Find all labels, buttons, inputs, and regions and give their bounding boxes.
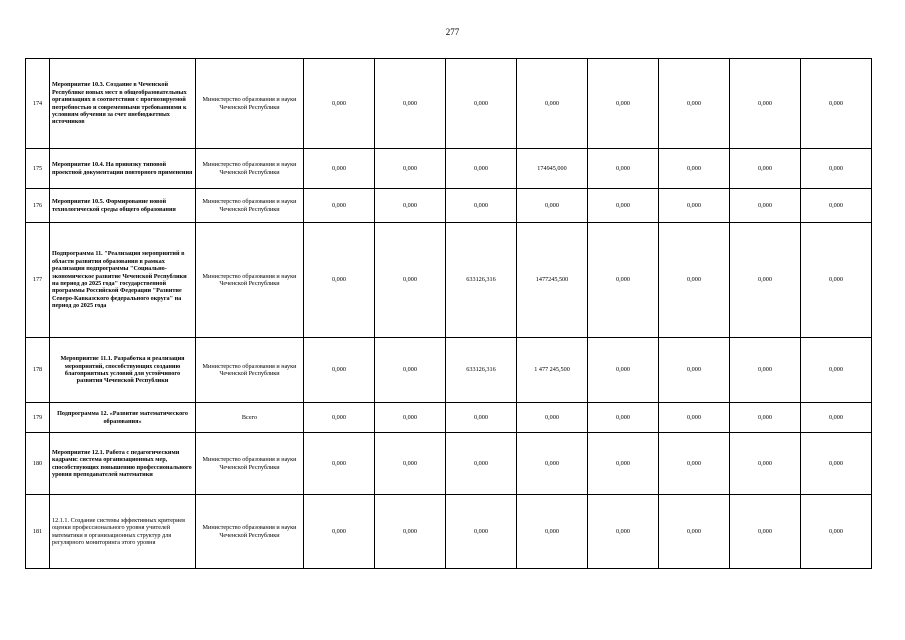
- activity-name: Мероприятие 11.1. Разработка и реализация мероприятий, способствующих созданию благоприятных условий для устойчивого развития Чеченской Республики: [50, 338, 196, 403]
- page-number: 277: [445, 27, 460, 37]
- funding-value: 0,000: [730, 338, 801, 403]
- funding-value: 0,000: [801, 433, 872, 495]
- funding-value: 0,000: [304, 223, 375, 338]
- activity-name: Мероприятие 10.3. Создание в Чеченской Республике новых мест в общеобразовательных организациях в соответствии с прогнозируемой потребностью и современными требованиями к условиям обучения за счет внебюджетных источников: [50, 59, 196, 149]
- funding-value: 0,000: [659, 433, 730, 495]
- funding-value: 0,000: [801, 59, 872, 149]
- budget-table: [25, 58, 872, 569]
- funding-value: 0,000: [588, 189, 659, 223]
- funding-value: 633126,316: [446, 223, 517, 338]
- funding-value: 0,000: [588, 403, 659, 433]
- funding-value: 0,000: [304, 338, 375, 403]
- funding-value: 0,000: [801, 403, 872, 433]
- funding-value: 0,000: [588, 338, 659, 403]
- table-row: [26, 223, 872, 338]
- funding-value: 0,000: [659, 403, 730, 433]
- executor: Министерство образования и науки Чеченской Республики: [196, 433, 304, 495]
- funding-value: 0,000: [801, 189, 872, 223]
- funding-value: 0,000: [304, 189, 375, 223]
- activity-name: Мероприятие 12.1. Работа с педагогическими кадрами: система организационных мер, способствующих повышению профессионального уровня преподавателей математики: [50, 433, 196, 495]
- table-row: [26, 59, 872, 149]
- funding-value: 0,000: [730, 59, 801, 149]
- funding-value: 0,000: [801, 495, 872, 569]
- funding-value: 0,000: [588, 223, 659, 338]
- executor: Министерство образования и науки Чеченской Республики: [196, 59, 304, 149]
- funding-value: 0,000: [588, 433, 659, 495]
- funding-value: 0,000: [375, 495, 446, 569]
- funding-value: 0,000: [304, 433, 375, 495]
- executor: Министерство образования и науки Чеченской Республики: [196, 495, 304, 569]
- funding-value: 0,000: [375, 403, 446, 433]
- funding-value: 0,000: [517, 433, 588, 495]
- row-number: 178: [26, 338, 50, 403]
- funding-value: 0,000: [588, 149, 659, 189]
- funding-value: 0,000: [588, 495, 659, 569]
- funding-value: 0,000: [659, 495, 730, 569]
- executor: Министерство образования и науки Чеченской Республики: [196, 149, 304, 189]
- funding-value: 0,000: [730, 403, 801, 433]
- funding-value: 0,000: [304, 149, 375, 189]
- table-row: [26, 433, 872, 495]
- row-number: 175: [26, 149, 50, 189]
- funding-value: 0,000: [730, 149, 801, 189]
- table-row: [26, 149, 872, 189]
- funding-value: 0,000: [659, 59, 730, 149]
- activity-name: Мероприятие 10.5. Формирование новой технологической среды общего образования: [50, 189, 196, 223]
- row-number: 174: [26, 59, 50, 149]
- funding-value: 0,000: [659, 338, 730, 403]
- row-number: 181: [26, 495, 50, 569]
- funding-value: 0,000: [375, 338, 446, 403]
- table-row: [26, 495, 872, 569]
- funding-value: 0,000: [446, 495, 517, 569]
- funding-value: 0,000: [375, 149, 446, 189]
- row-number: 176: [26, 189, 50, 223]
- activity-name: Подпрограмма 12. «Развитие математического образования»: [50, 403, 196, 433]
- funding-value: 0,000: [446, 433, 517, 495]
- funding-value: 0,000: [517, 59, 588, 149]
- funding-value: 0,000: [375, 433, 446, 495]
- funding-value: 0,000: [446, 59, 517, 149]
- funding-value: 174945,000: [517, 149, 588, 189]
- activity-name: Мероприятие 10.4. На привязку типовой проектной документации повторного применения: [50, 149, 196, 189]
- row-number: 177: [26, 223, 50, 338]
- funding-value: 0,000: [730, 433, 801, 495]
- funding-value: 0,000: [375, 59, 446, 149]
- table-row: [26, 403, 872, 433]
- funding-value: 1 477 245,500: [517, 338, 588, 403]
- funding-value: 0,000: [304, 59, 375, 149]
- funding-value: 0,000: [446, 403, 517, 433]
- funding-value: 0,000: [304, 403, 375, 433]
- funding-value: 633126,316: [446, 338, 517, 403]
- executor: Министерство образования и науки Чеченской Республики: [196, 338, 304, 403]
- row-number: 179: [26, 403, 50, 433]
- activity-name: 12.1.1. Создание системы эффективных критериев оценки профессионального уровня учителей математики в организационных структур для регулярного мониторинга этого уровня: [50, 495, 196, 569]
- funding-value: 0,000: [304, 495, 375, 569]
- table-row: [26, 338, 872, 403]
- executor: Всего: [196, 403, 304, 433]
- funding-value: 0,000: [375, 223, 446, 338]
- funding-value: 0,000: [659, 149, 730, 189]
- table-row: [26, 189, 872, 223]
- funding-value: 0,000: [517, 189, 588, 223]
- executor: Министерство образования и науки Чеченской Республики: [196, 223, 304, 338]
- funding-value: 0,000: [801, 223, 872, 338]
- funding-value: 0,000: [730, 495, 801, 569]
- funding-value: 0,000: [801, 149, 872, 189]
- funding-value: 0,000: [517, 403, 588, 433]
- funding-value: 0,000: [588, 59, 659, 149]
- funding-value: 1477245,500: [517, 223, 588, 338]
- funding-value: 0,000: [659, 223, 730, 338]
- funding-value: 0,000: [659, 189, 730, 223]
- activity-name: Подпрограмма 11. "Реализация мероприятий в области развития образования в рамках реализации подпрограммы "Социально-экономическое развитие Чеченской Республики на период до 2025 года" государственной программы Российской Федерации "Развитие Северо-Кавказского федерального округа" на период до 2025 года: [50, 223, 196, 338]
- executor: Министерство образования и науки Чеченской Республики: [196, 189, 304, 223]
- funding-value: 0,000: [446, 189, 517, 223]
- funding-value: 0,000: [730, 189, 801, 223]
- row-number: 180: [26, 433, 50, 495]
- funding-value: 0,000: [801, 338, 872, 403]
- funding-value: 0,000: [730, 223, 801, 338]
- funding-value: 0,000: [375, 189, 446, 223]
- table-body: [26, 59, 872, 569]
- funding-value: 0,000: [517, 495, 588, 569]
- funding-value: 0,000: [446, 149, 517, 189]
